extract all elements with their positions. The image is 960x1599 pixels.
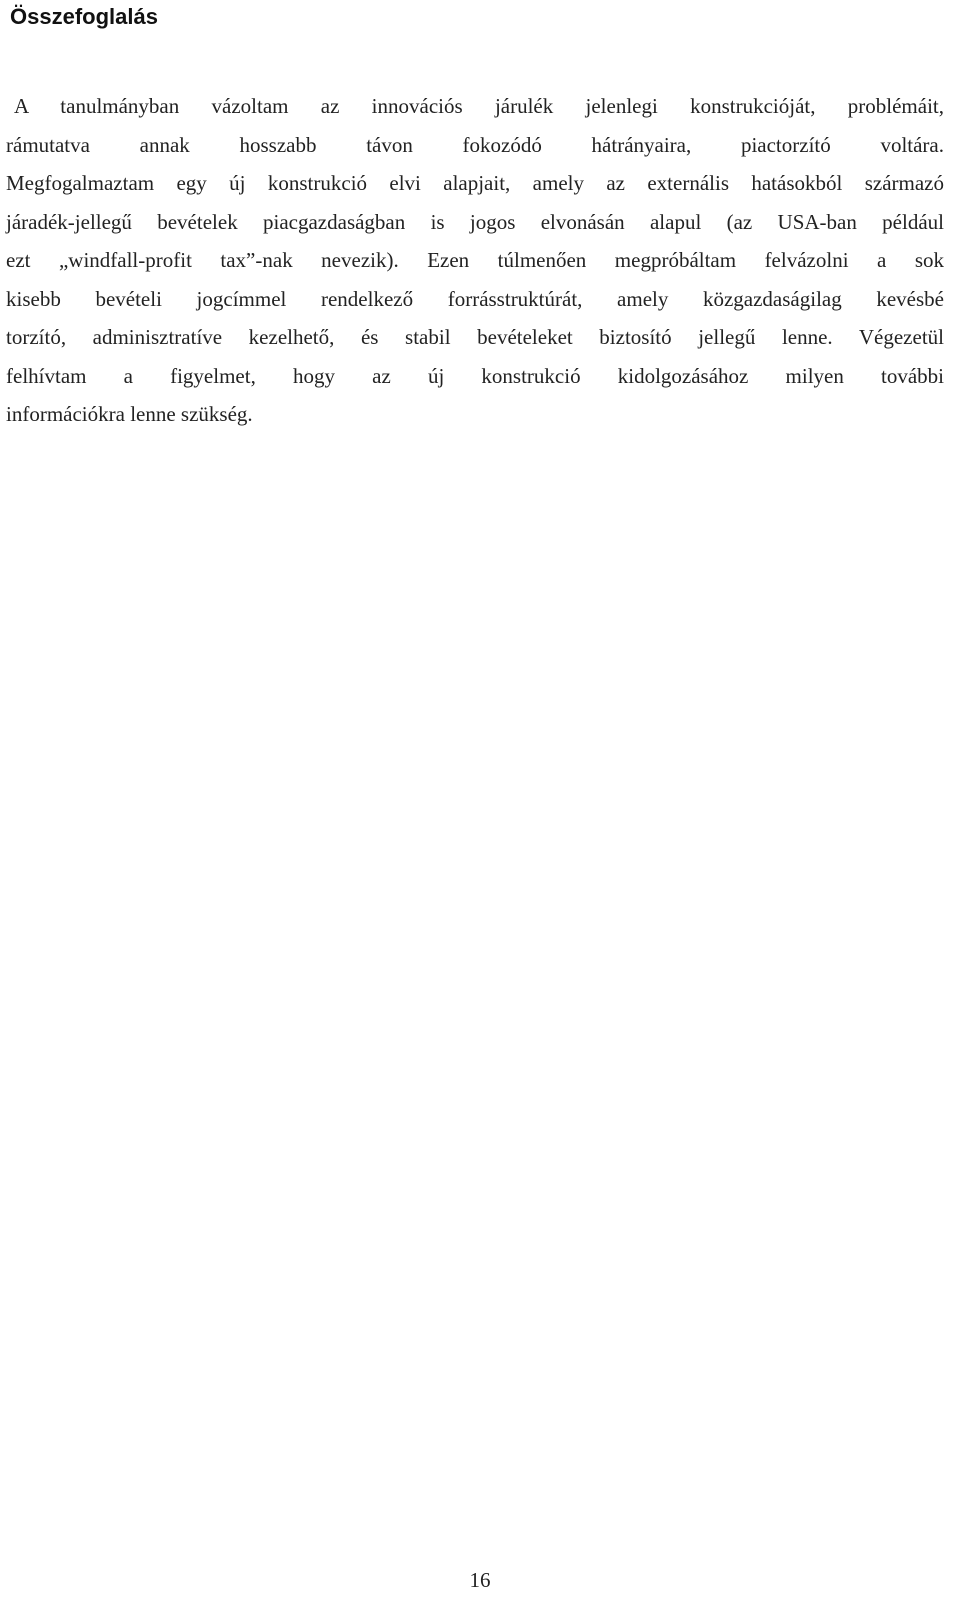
paragraph-line: felhívtam a figyelmet, hogy az új konstrukció kidolgozásához milyen további bbox=[6, 363, 944, 388]
paragraph-line: járadék-jellegű bevételek piacgazdaságban is jogos elvonásán alapul (az USA-ban például bbox=[6, 209, 944, 234]
paragraph-line: A tanulmányban vázoltam az innovációs járulék jelenlegi konstrukcióját, problémáit, bbox=[14, 94, 944, 118]
summary-paragraph bbox=[6, 87, 944, 434]
paragraph-line: torzító, adminisztratíve kezelhető, és stabil bevételeket biztosító jellegű lenne. Végezetül bbox=[6, 325, 944, 349]
paragraph-line: ezt „windfall-profit tax”-nak nevezik). Ezen túlmenően megpróbáltam felvázolni a sok bbox=[6, 248, 944, 272]
section-heading: Összefoglalás bbox=[10, 4, 158, 29]
paragraph-line: kisebb bevételi jogcímmel rendelkező forrásstruktúrát, amely közgazdaságilag kevésbé bbox=[6, 286, 944, 311]
paragraph-line: rámutatva annak hosszabb távon fokozódó hátrányaira, piactorzító voltára. bbox=[6, 132, 944, 157]
paragraph-line: információkra lenne szükség. bbox=[6, 402, 253, 426]
page-number: 16 bbox=[469, 1568, 491, 1592]
paragraph-line: Megfogalmaztam egy új konstrukció elvi alapjait, amely az externális hatásokból származó bbox=[6, 171, 944, 195]
